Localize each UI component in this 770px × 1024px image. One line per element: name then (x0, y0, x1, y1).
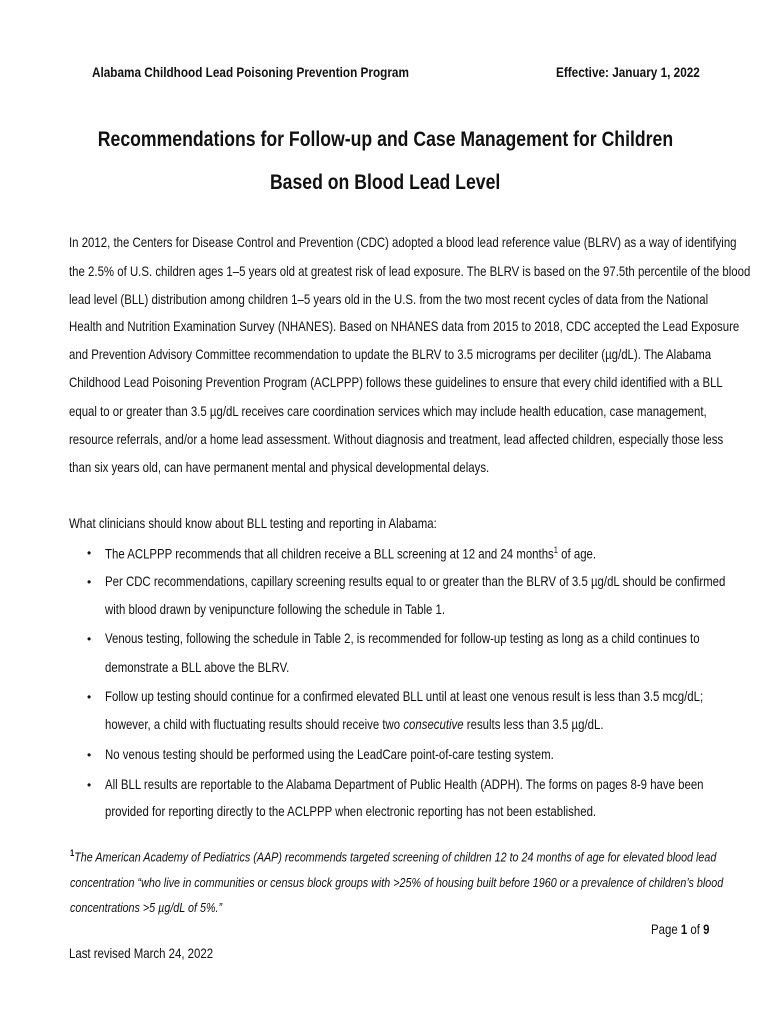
footnote-line: concentrations >5 µg/dL of 5%.” (70, 900, 223, 915)
footnote-line: $^1$The American Academy of Pediatrics (AAP) recommends targeted screening of children 12 to 24 months of age for elevated blood lead (70, 848, 717, 865)
paragraph-line: equal to or greater than 3.5 µg/dL receives care coordination services which may include health education, case management, (69, 404, 707, 419)
bullet-icon: • (87, 778, 92, 792)
footnote-line: concentration “who live in communities or census block groups with >25% of housing built before 1960 or a prevalence of children’s blood (70, 875, 724, 890)
bullet-line: All BLL results are reportable to the Alabama Department of Public Health (ADPH). The forms on pages 8-9 have been (105, 777, 704, 792)
bullet-list-intro: What clinicians should know about BLL testing and reporting in Alabama: (69, 516, 437, 531)
paragraph-line: lead level (BLL) distribution among children 1–5 years old in the U.S. from the two most recent cycles of data from the National (69, 292, 709, 307)
bullet-icon: • (87, 546, 92, 560)
bullet-icon: • (87, 690, 92, 704)
bullet-icon: • (87, 748, 92, 762)
bullet-line: however, a child with fluctuating results should receive two consecutive results less than 3.5 µg/dL. (105, 717, 604, 732)
bullet-line: with blood drawn by venipuncture following the schedule in Table 1. (105, 602, 446, 617)
page-number: Page 1 of 9 (651, 922, 710, 937)
bullet-line: demonstrate a BLL above the BLRV. (105, 660, 290, 675)
footnote-ref: 1 (553, 545, 558, 555)
emphasis-consecutive: consecutive (403, 717, 464, 732)
bullet-line: Per CDC recommendations, capillary screening results equal to or greater than the BLRV of 3.5 µg/dL should be confirmed (105, 574, 726, 589)
paragraph-line: In 2012, the Centers for Disease Control and Prevention (CDC) adopted a blood lead reference value (BLRV) as a way of identifying (69, 235, 737, 250)
paragraph-line: the 2.5% of U.S. children ages 1–5 years old at greatest risk of lead exposure. The BLRV is based on the 97.5th percentile of the blood (69, 264, 751, 279)
paragraph-line: Health and Nutrition Examination Survey (NHANES). Based on NHANES data from 2015 to 2018, CDC accepted the Lead Exposure (69, 319, 740, 334)
last-revised: Last revised March 24, 2022 (69, 946, 214, 961)
paragraph-line: and Prevention Advisory Committee recommendation to update the BLRV to 3.5 micrograms per deciliter (µg/dL). The Alabama (69, 347, 712, 362)
bullet-line: provided for reporting directly to the ACLPPP when electronic reporting has not been established. (105, 804, 597, 819)
bullet-line: The ACLPPP recommends that all children receive a BLL screening at 12 and 24 months$^1$ of age. (105, 545, 597, 562)
bullet-line: No venous testing should be performed using the LeadCare point-of-care testing system. (105, 747, 554, 762)
header-effective-date: Effective: January 1, 2022 (556, 64, 700, 80)
bullet-line: Venous testing, following the schedule in Table 2, is recommended for follow-up testing as long as a child continues to (105, 631, 700, 646)
header-program: Alabama Childhood Lead Poisoning Prevention Program (92, 64, 409, 80)
bullet-line: Follow up testing should continue for a confirmed elevated BLL until at least one venous result is less than 3.5 mcg/dL; (105, 689, 704, 704)
footnote-mark: 1 (70, 848, 75, 858)
paragraph-line: resource referrals, and/or a home lead assessment. Without diagnosis and treatment, lead affected children, especially those less (69, 432, 724, 447)
page-title: Recommendations for Follow-up and Case Management for Children (97, 128, 673, 151)
bullet-icon: • (87, 575, 92, 589)
paragraph-line: than six years old, can have permanent mental and physical developmental delays. (69, 460, 490, 475)
bullet-icon: • (87, 632, 92, 646)
page-subtitle: Based on Blood Lead Level (269, 171, 501, 194)
paragraph-line: Childhood Lead Poisoning Prevention Program (ACLPPP) follows these guidelines to ensure that every child identified with a BLL (69, 375, 723, 390)
